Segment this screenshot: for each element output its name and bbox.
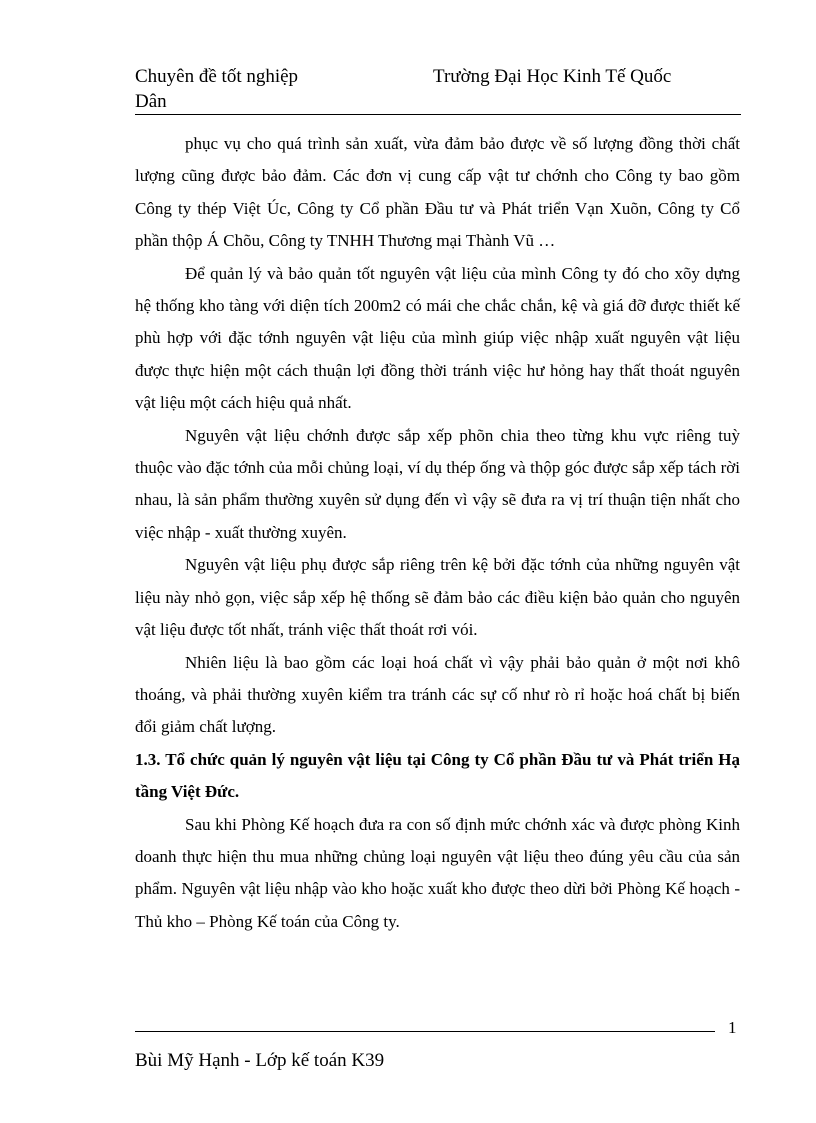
- footer-divider: [135, 1031, 715, 1032]
- header-topic: Chuyên đề tốt nghiệp: [135, 66, 299, 87]
- paragraph-supply: phục vụ cho quá trình sản xuất, vừa đảm bảo được về số lượng đồng thời chất lượng cũng được bảo đảm. Các đơn vị cung cấp vật tư chớnh cho Công ty bao gồm Công ty thép Việt Úc, Công ty Cổ phần Đầu tư và Phát triển Vạn Xuõn, Công ty Cổ phần thộp Á Chõu, Công ty TNHH Thương mại Thành Vũ …: [135, 134, 740, 251]
- paragraph-fuel: Nhiên liệu là bao gồm các loại hoá chất vì vậy phải bảo quản ở một nơi khô thoáng, và phải thường xuyên kiểm tra tránh các sự cố như rò rỉ hoặc hoá chất bị biến đổi giảm chất lượng.: [135, 652, 740, 737]
- footer-author: Bùi Mỹ Hạnh - Lớp kế toán K39: [135, 1050, 385, 1071]
- page-number: 1: [728, 1018, 737, 1037]
- header-university-continuation: Dân: [135, 91, 167, 112]
- header-divider: [135, 114, 741, 115]
- header-university: Trường Đại Học Kinh Tế Quốc: [433, 66, 672, 87]
- section-heading: 1.3. Tổ chức quản lý nguyên vật liệu tại Công ty Cổ phần Đầu tư và Phát triển Hạ tầng Việt Đức.: [135, 749, 740, 802]
- document-body: [135, 128, 740, 938]
- paragraph-main-materials: Nguyên vật liệu chớnh được sắp xếp phõn chia theo từng khu vực riêng tuỳ thuộc vào đặc tớnh của mỗi chủng loại, ví dụ thép ống và thộp góc được sắp xếp tách rời nhau, là sản phẩm thường xuyên sử dụng đến vì vậy sẽ đưa ra vị trí thuận tiện nhất cho việc nhập - xuất thường xuyên.: [135, 425, 740, 542]
- paragraph-management: Sau khi Phòng Kế hoạch đưa ra con số định mức chớnh xác và được phòng Kinh doanh thực hiện thu mua những chủng loại nguyên vật liệu theo đúng yêu cầu của sản phẩm. Nguyên vật liệu nhập vào kho hoặc xuất kho được theo dừi bởi Phòng Kế hoạch - Thủ kho – Phòng Kế toán của Công ty.: [135, 814, 740, 931]
- paragraph-storage: Để quản lý và bảo quản tốt nguyên vật liệu của mình Công ty đó cho xõy dựng hệ thống kho tàng với diện tích 200m2 có mái che chắc chắn, kệ và giá đỡ được thiết kế phù hợp với đặc tớnh nguyên vật liệu của mình giúp việc nhập xuất nguyên vật liệu được thực hiện một cách thuận lợi đồng thời tránh việc hư hỏng hay thất thoát nguyên vật liệu một cách hiệu quả nhất.: [135, 263, 740, 413]
- paragraph-auxiliary-materials: Nguyên vật liệu phụ được sắp riêng trên kệ bởi đặc tớnh của những nguyên vật liệu này nhỏ gọn, việc sắp xếp hệ thống sẽ đảm bảo các điều kiện bảo quản cho nguyên vật liệu được tốt nhất, tránh việc thất thoát rơi vói.: [135, 555, 740, 640]
